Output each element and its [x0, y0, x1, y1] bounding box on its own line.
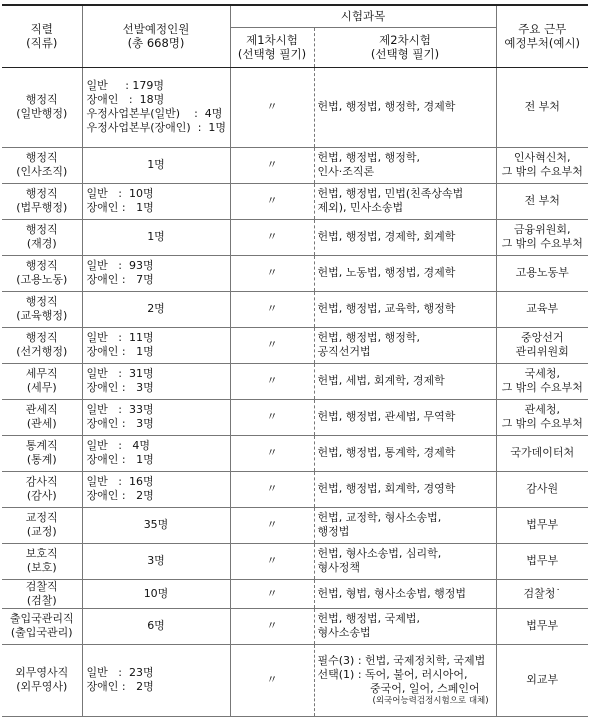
- second-exam-line: 인사·조직론: [317, 165, 375, 178]
- first-exam-value: 〃: [266, 230, 278, 243]
- first-exam-cell: [230, 183, 314, 219]
- recruit-count: 6명: [147, 619, 165, 632]
- second-exam-cell: [314, 363, 496, 399]
- table-row: [2, 327, 588, 363]
- dept-cell: [496, 435, 588, 471]
- job-label: (감사): [26, 489, 57, 502]
- recruit-count: 2명: [147, 302, 165, 315]
- job-cell: [2, 363, 82, 399]
- second-exam-cell: [314, 644, 496, 716]
- dept-cell: [496, 327, 588, 363]
- recruit-cell: [82, 291, 230, 327]
- job-label: (고용노동): [16, 273, 68, 286]
- table-row: [2, 363, 588, 399]
- job-cell: [2, 399, 82, 435]
- second-exam-cell: [314, 471, 496, 507]
- job-cell: [2, 471, 82, 507]
- recruit-cell: [82, 219, 230, 255]
- second-exam-line: 제외), 민사소송법: [317, 201, 404, 214]
- job-label: 검찰직: [25, 579, 58, 593]
- recruit-line: 장애인 : 18명: [86, 93, 165, 106]
- first-exam-value: 〃: [266, 482, 278, 495]
- recruit-cell: [82, 255, 230, 291]
- job-label: 세무직: [25, 367, 58, 380]
- second-exam-line: 필수(3) : 헌법, 국제정치학, 국제법: [317, 654, 486, 667]
- recruit-line: 일반 : 4명: [86, 439, 151, 452]
- recruit-cell: [82, 399, 230, 435]
- dept-line: 교육부: [526, 302, 559, 315]
- dept-line: 그 밖의 수요부처: [501, 381, 583, 394]
- job-cell: [2, 327, 82, 363]
- recruit-line: 장애인 : 2명: [86, 680, 154, 693]
- recruit-line: 장애인 : 3명: [86, 417, 154, 430]
- header-first-exam: [230, 27, 314, 67]
- job-label: (세무): [26, 381, 57, 394]
- recruit-line: 일반 : 93명: [86, 259, 154, 272]
- dept-cell: [496, 291, 588, 327]
- dept-line: 검찰청˙: [523, 586, 561, 600]
- job-cell: [2, 147, 82, 183]
- second-exam-cell: [314, 399, 496, 435]
- job-cell: [2, 644, 82, 716]
- dept-line: 국가데이터처: [510, 446, 575, 459]
- dept-line: 법무부: [526, 619, 559, 632]
- second-exam-cell: [314, 608, 496, 644]
- job-label: 행정직: [25, 295, 58, 308]
- table-row: [2, 67, 588, 147]
- recruit-line: 장애인 : 7명: [86, 273, 154, 286]
- first-exam-value: 〃: [266, 518, 278, 531]
- first-exam-cell: [230, 399, 314, 435]
- first-exam-cell: [230, 363, 314, 399]
- table-row: [2, 399, 588, 435]
- job-label: (외무영사): [16, 680, 68, 693]
- dept-line: 법무부: [526, 554, 559, 567]
- table-body: [2, 5, 588, 716]
- first-exam-cell: [230, 67, 314, 147]
- second-exam-line: 헌법, 교정학, 형사소송법,: [317, 511, 442, 524]
- second-exam-note: (외국어능력검정시험으로 대체): [372, 696, 489, 706]
- job-cell: [2, 507, 82, 543]
- recruit-line: 장애인 : 1명: [86, 453, 154, 466]
- first-exam-value: 〃: [266, 554, 278, 567]
- first-exam-value: 〃: [266, 446, 278, 459]
- recruit-count: 1명: [147, 230, 165, 243]
- recruit-cell: [82, 183, 230, 219]
- header-row-1: [2, 5, 588, 27]
- first-exam-value: 〃: [266, 619, 278, 632]
- table-row: [2, 644, 588, 716]
- header-recruit: [82, 5, 230, 67]
- first-exam-cell: [230, 579, 314, 608]
- job-label: 행정직: [25, 331, 58, 344]
- first-exam-value: 〃: [266, 673, 278, 686]
- second-exam-line: 공직선거법: [317, 345, 371, 358]
- second-exam-cell: [314, 291, 496, 327]
- second-exam-cell: [314, 183, 496, 219]
- header-job: [2, 5, 82, 67]
- dept-cell: [496, 183, 588, 219]
- first-exam-value: 〃: [266, 302, 278, 315]
- second-exam-line: 헌법, 형법, 형사소송법, 행정법: [317, 586, 466, 600]
- second-exam-line: 헌법, 행정법, 행정학, 경제학: [317, 100, 456, 113]
- dept-line: 국세청,: [524, 367, 560, 380]
- header-second-exam-label: 제2차시험: [379, 33, 431, 47]
- second-exam-line: 헌법, 행정법, 국제법,: [317, 612, 420, 625]
- first-exam-cell: [230, 507, 314, 543]
- dept-cell: [496, 543, 588, 579]
- dept-line: 인사혁신처,: [513, 151, 571, 164]
- second-exam-cell: [314, 507, 496, 543]
- table-row: [2, 543, 588, 579]
- recruit-line: 장애인 : 1명: [86, 201, 154, 214]
- table-row: [2, 219, 588, 255]
- dept-cell: [496, 219, 588, 255]
- first-exam-cell: [230, 291, 314, 327]
- table-row: [2, 608, 588, 644]
- recruit-cell: [82, 363, 230, 399]
- exam-table: [2, 4, 588, 717]
- first-exam-cell: [230, 219, 314, 255]
- first-exam-cell: [230, 471, 314, 507]
- recruit-cell: [82, 67, 230, 147]
- job-label: (관세): [26, 417, 57, 430]
- job-cell: [2, 579, 82, 608]
- job-label: (교육행정): [16, 309, 68, 322]
- recruit-line: 일반 : 31명: [86, 367, 154, 380]
- second-exam-cell: [314, 219, 496, 255]
- second-exam-line: 행정법: [317, 525, 350, 538]
- header-exam-subjects: [230, 5, 496, 27]
- job-label: 행정직: [25, 93, 58, 106]
- dept-line: 법무부: [526, 518, 559, 531]
- second-exam-cell: [314, 327, 496, 363]
- job-label: (재경): [26, 237, 57, 250]
- header-first-exam-label: 제1차시험: [246, 33, 298, 47]
- dept-line: 그 밖의 수요부처: [501, 165, 583, 178]
- recruit-cell: [82, 644, 230, 716]
- table-row: [2, 579, 588, 608]
- job-label: (통계): [26, 453, 57, 466]
- job-label: (일반행정): [16, 107, 68, 120]
- first-exam-value: 〃: [266, 100, 278, 113]
- job-label: (보호): [26, 561, 57, 574]
- job-label: (법무행정): [16, 201, 68, 214]
- dept-line: 외교부: [526, 673, 559, 686]
- dept-cell: [496, 579, 588, 608]
- second-exam-line: 형사소송법: [317, 626, 371, 639]
- second-exam-cell: [314, 255, 496, 291]
- job-label: 출입국관리직: [9, 612, 74, 625]
- recruit-count: 1명: [147, 158, 165, 171]
- header-second-exam: [314, 27, 496, 67]
- recruit-line: 일반 : 179명: [86, 79, 165, 92]
- second-exam-line: 헌법, 행정법, 관세법, 무역학: [317, 410, 456, 423]
- dept-cell: [496, 147, 588, 183]
- recruit-line: 일반 : 33명: [86, 403, 154, 416]
- dept-cell: [496, 363, 588, 399]
- dept-cell: [496, 255, 588, 291]
- second-exam-line: 중국어, 일어, 스페인어: [317, 682, 480, 695]
- recruit-cell: [82, 147, 230, 183]
- table-row: [2, 291, 588, 327]
- recruit-cell: [82, 327, 230, 363]
- job-label: 보호직: [25, 547, 58, 560]
- recruit-line: 우정사업본부(일반) : 4명: [86, 107, 223, 120]
- first-exam-value: 〃: [266, 586, 278, 600]
- second-exam-line: 헌법, 행정법, 경제학, 회계학: [317, 230, 456, 243]
- first-exam-cell: [230, 608, 314, 644]
- job-label: 교정직: [25, 511, 58, 524]
- recruit-line: 일반 : 23명: [86, 666, 154, 679]
- dept-cell: [496, 507, 588, 543]
- recruit-line: 일반 : 10명: [86, 187, 154, 200]
- dept-line: 그 밖의 수요부처: [501, 237, 583, 250]
- dept-line: 고용노동부: [515, 266, 569, 279]
- first-exam-cell: [230, 147, 314, 183]
- header-job-sub: (직류): [26, 36, 58, 51]
- recruit-count: 10명: [143, 586, 169, 600]
- dept-line: 관세청,: [524, 403, 560, 416]
- header-recruit-total: (총 668명): [127, 36, 185, 51]
- job-cell: [2, 291, 82, 327]
- job-label: (출입국관리): [10, 626, 73, 639]
- first-exam-value: 〃: [266, 338, 278, 351]
- first-exam-value: 〃: [266, 410, 278, 423]
- second-exam-cell: [314, 579, 496, 608]
- second-exam-line: 헌법, 세법, 회계학, 경제학: [317, 374, 445, 387]
- second-exam-line: 헌법, 행정법, 교육학, 행정학: [317, 302, 456, 315]
- second-exam-line: 헌법, 행정법, 민법(친족상속법: [317, 187, 464, 200]
- first-exam-value: 〃: [266, 194, 278, 207]
- header-dept-sub: 예정부처(예시): [504, 36, 581, 51]
- header-recruit-label: 선발예정인원: [122, 22, 190, 37]
- recruit-line: 장애인 : 2명: [86, 489, 154, 502]
- header-dept-label: 주요 근무: [518, 22, 567, 37]
- dept-cell: [496, 399, 588, 435]
- table-row: [2, 183, 588, 219]
- second-exam-line: 헌법, 행정법, 회계학, 경영학: [317, 482, 456, 495]
- recruit-line: 우정사업본부(장애인) : 1명: [86, 121, 227, 134]
- job-label: 통계직: [25, 439, 58, 452]
- job-label: (인사조직): [16, 165, 68, 178]
- second-exam-line: 헌법, 행정법, 행정학,: [317, 151, 420, 164]
- recruit-cell: [82, 608, 230, 644]
- job-label: 행정직: [25, 151, 58, 164]
- second-exam-line: 헌법, 형사소송법, 심리학,: [317, 547, 442, 560]
- dept-cell: [496, 67, 588, 147]
- recruit-line: 장애인 : 3명: [86, 381, 154, 394]
- recruit-cell: [82, 579, 230, 608]
- second-exam-line: 헌법, 행정법, 행정학,: [317, 331, 420, 344]
- dept-line: 감사원: [526, 482, 559, 495]
- job-cell: [2, 219, 82, 255]
- second-exam-cell: [314, 147, 496, 183]
- dept-line: 관리위원회: [515, 345, 569, 358]
- dept-cell: [496, 644, 588, 716]
- job-label: 행정직: [25, 187, 58, 200]
- header-exam-subjects-label: 시험과목: [340, 9, 386, 24]
- recruit-cell: [82, 471, 230, 507]
- recruit-line: 일반 : 11명: [86, 331, 154, 344]
- first-exam-value: 〃: [266, 158, 278, 171]
- first-exam-value: 〃: [266, 266, 278, 279]
- job-label: 행정직: [25, 259, 58, 272]
- job-label: (선거행정): [16, 345, 68, 358]
- job-cell: [2, 255, 82, 291]
- job-label: 감사직: [25, 475, 58, 488]
- job-label: 외무영사직: [15, 666, 69, 679]
- job-label: 관세직: [25, 403, 58, 416]
- dept-line: 그 밖의 수요부처: [501, 417, 583, 430]
- header-dept: [496, 5, 588, 67]
- first-exam-value: 〃: [266, 374, 278, 387]
- job-cell: [2, 435, 82, 471]
- first-exam-cell: [230, 543, 314, 579]
- job-label: (검찰): [26, 593, 57, 607]
- table-row: [2, 507, 588, 543]
- recruit-cell: [82, 507, 230, 543]
- second-exam-line: 형사정책: [317, 561, 361, 574]
- header-job-label: 직렬: [30, 22, 53, 37]
- second-exam-line: 선택(1) : 독어, 불어, 러시아어,: [317, 668, 468, 681]
- second-exam-line: 헌법, 노동법, 행정법, 경제학: [317, 266, 456, 279]
- recruit-count: 3명: [147, 554, 165, 567]
- table-row: [2, 471, 588, 507]
- dept-line: 금융위원회,: [513, 223, 571, 236]
- table-row: [2, 147, 588, 183]
- job-cell: [2, 183, 82, 219]
- second-exam-cell: [314, 543, 496, 579]
- dept-line: 전 부처: [524, 100, 560, 113]
- dept-line: 중앙선거: [520, 331, 564, 344]
- second-exam-cell: [314, 435, 496, 471]
- second-exam-line: 헌법, 행정법, 통계학, 경제학: [317, 446, 456, 459]
- job-cell: [2, 67, 82, 147]
- first-exam-cell: [230, 435, 314, 471]
- dept-cell: [496, 608, 588, 644]
- job-cell: [2, 543, 82, 579]
- recruit-line: 장애인 : 1명: [86, 345, 154, 358]
- first-exam-cell: [230, 255, 314, 291]
- job-label: (교정): [26, 525, 57, 538]
- table-row: [2, 255, 588, 291]
- second-exam-cell: [314, 67, 496, 147]
- header-first-exam-sub: (선택형 필기): [237, 47, 307, 61]
- table-row: [2, 435, 588, 471]
- recruit-line: 일반 : 16명: [86, 475, 154, 488]
- recruit-count: 35명: [143, 518, 169, 531]
- header-second-exam-sub: (선택형 필기): [370, 47, 440, 61]
- recruit-cell: [82, 543, 230, 579]
- job-cell: [2, 608, 82, 644]
- dept-cell: [496, 471, 588, 507]
- first-exam-cell: [230, 327, 314, 363]
- recruit-cell: [82, 435, 230, 471]
- first-exam-cell: [230, 644, 314, 716]
- dept-line: 전 부처: [524, 194, 560, 207]
- job-label: 행정직: [25, 223, 58, 236]
